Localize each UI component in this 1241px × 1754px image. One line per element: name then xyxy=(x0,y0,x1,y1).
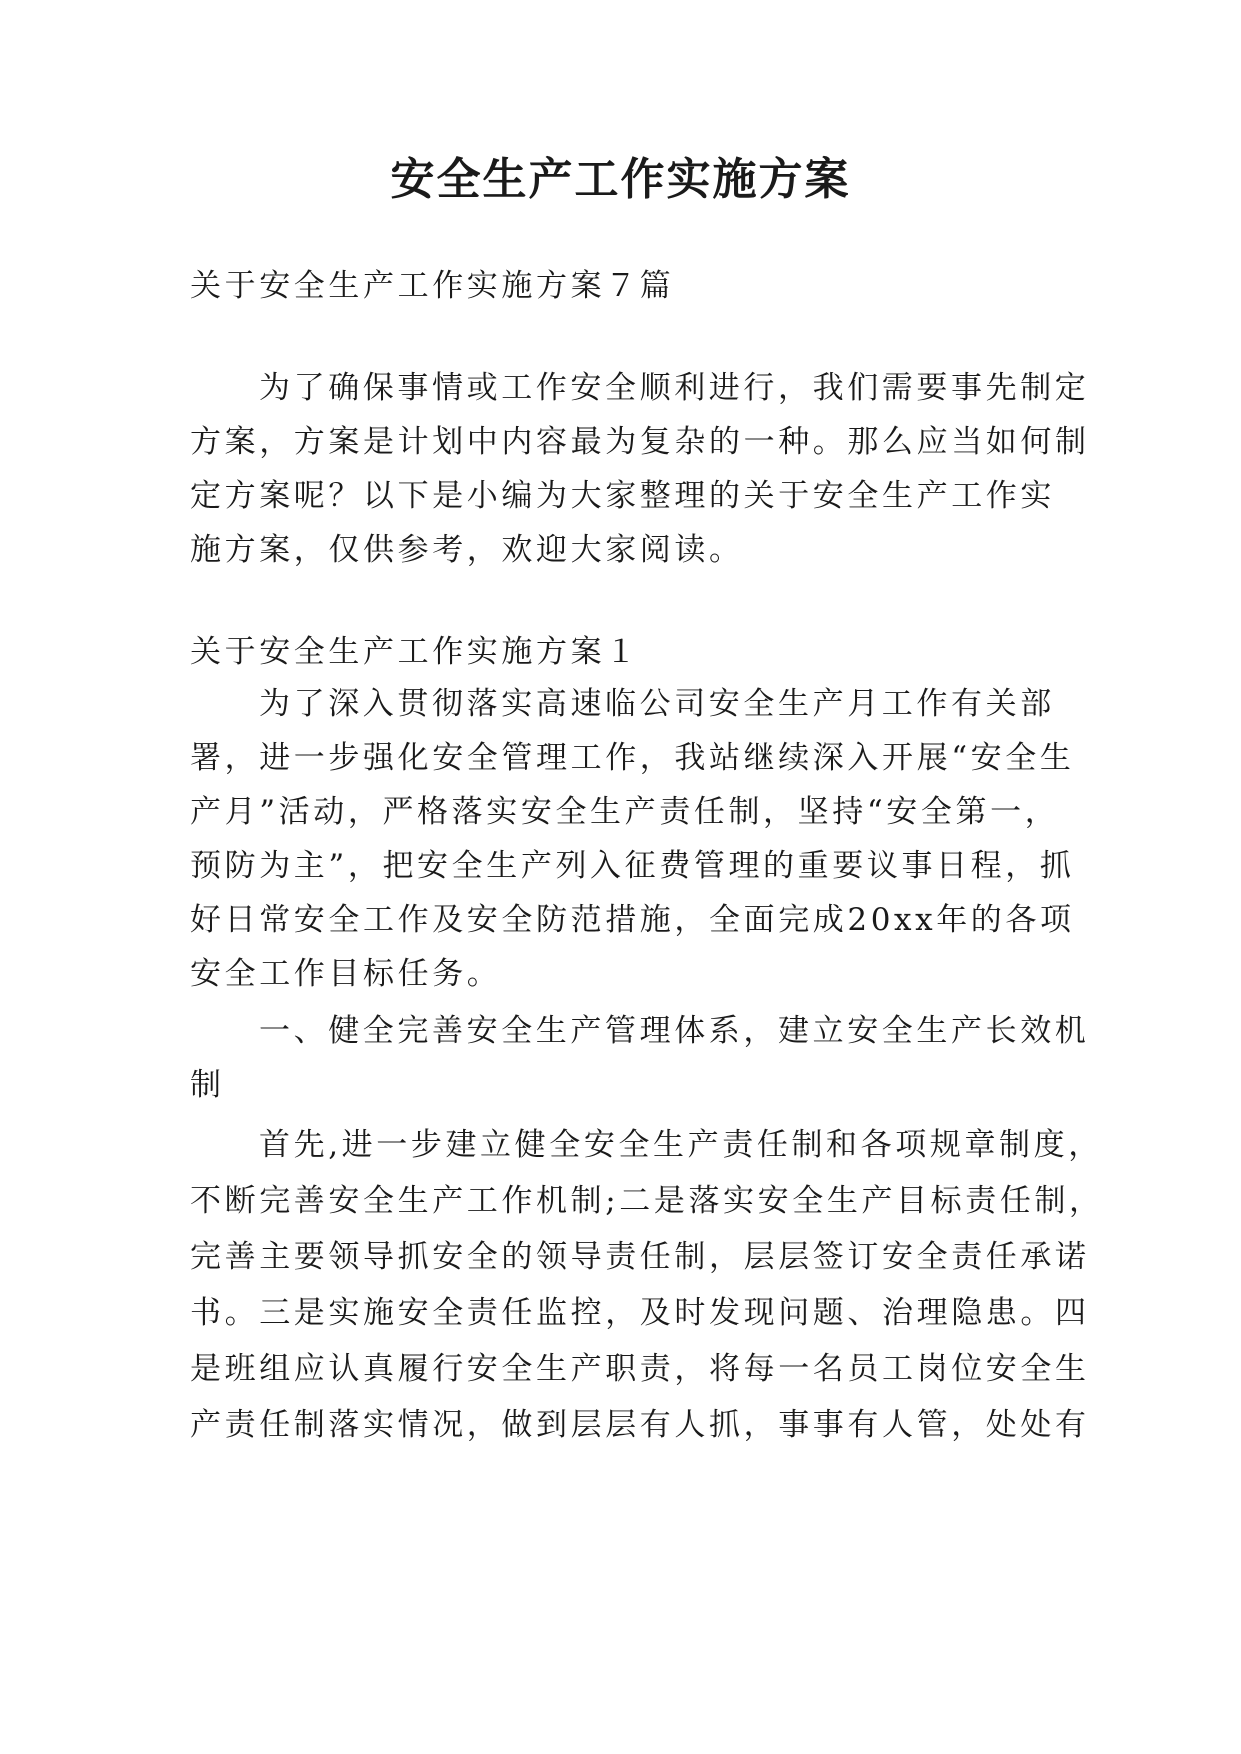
intro-line-1: 为了确保事情或工作安全顺利进行，我们需要事先制定 xyxy=(259,370,1090,406)
paragraph2-line-3: 完善主要领导抓安全的领导责任制，层层签订安全责任承诺 xyxy=(190,1239,1090,1275)
paragraph2-line-6: 产责任制落实情况，做到层层有人抓，事事有人管，处处有 xyxy=(190,1407,1090,1443)
paragraph1-line-3: 产月”活动，严格落实安全生产责任制，坚持“安全第一， xyxy=(190,794,1060,830)
paragraph2-line-4: 书。三是实施安全责任监控，及时发现问题、治理隐患。四 xyxy=(190,1295,1090,1331)
intro-line-3: 定方案呢？以下是小编为大家整理的关于安全生产工作实 xyxy=(190,478,1055,514)
point1-line-1: 一、健全完善安全生产管理体系，建立安全生产长效机 xyxy=(259,1013,1090,1049)
paragraph2-line-1: 首先,进一步建立健全安全生产责任制和各项规章制度， xyxy=(259,1127,1103,1163)
intro-line-4: 施方案，仅供参考，欢迎大家阅读。 xyxy=(190,532,744,568)
point1-line-2: 制 xyxy=(190,1067,225,1103)
intro-line-2: 方案，方案是计划中内容最为复杂的一种。那么应当如何制 xyxy=(190,424,1090,460)
paragraph1-line-2: 署，进一步强化安全管理工作，我站继续深入开展“安全生 xyxy=(190,740,1075,776)
document-subtitle: 关于安全生产工作实施方案７篇 xyxy=(190,268,675,304)
document-title: 安全生产工作实施方案 xyxy=(390,154,851,205)
paragraph2-line-5: 是班组应认真履行安全生产职责，将每一名员工岗位安全生 xyxy=(190,1351,1090,1387)
paragraph1-line-4: 预防为主”，把安全生产列入征费管理的重要议事日程，抓 xyxy=(190,848,1075,884)
paragraph1-line-6: 安全工作目标任务。 xyxy=(190,956,502,992)
section-heading: 关于安全生产工作实施方案１ xyxy=(190,634,640,670)
paragraph1-line-5: 好日常安全工作及安全防范措施，全面完成20xx年的各项 xyxy=(190,902,1075,938)
paragraph2-line-2: 不断完善安全生产工作机制;二是落实安全生产目标责任制， xyxy=(190,1183,1104,1219)
paragraph1-line-1: 为了深入贯彻落实高速临公司安全生产月工作有关部 xyxy=(259,686,1055,722)
